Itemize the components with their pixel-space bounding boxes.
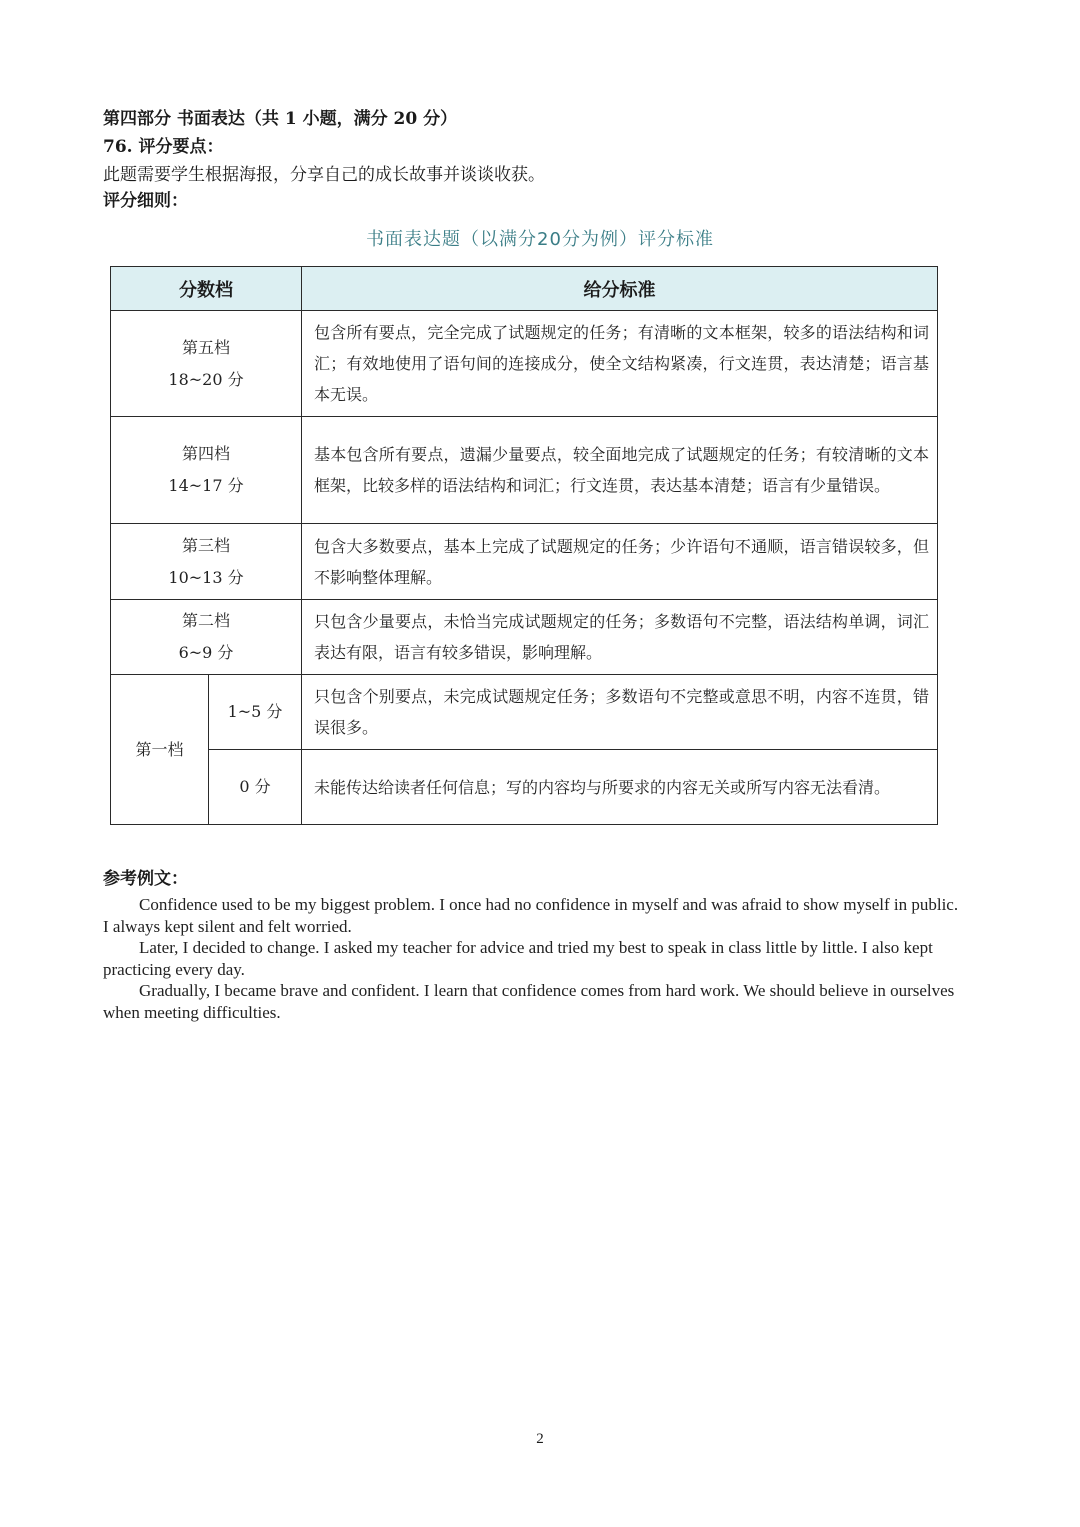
sample-essay-label: 参考例文： — [103, 869, 188, 889]
criteria-cell: 包含所有要点，完全完成了试题规定的任务；有清晰的文本框架，较多的语法结构和词汇；有效地使用了语句间的连接成分，使全文结构紧凑，行文连贯，表达清楚；语言基本无误。 — [302, 311, 938, 417]
criteria-cell: 未能传达给读者任何信息；写的内容均与所要求的内容无关或所写内容无法看清。 — [302, 750, 938, 825]
criteria-cell: 包含大多数要点，基本上完成了试题规定的任务；少许语句不通顺，语言错误较多，但不影响整体理解。 — [302, 524, 938, 600]
level-name: 第二档 — [181, 611, 230, 630]
level-range: 1~5 分 — [209, 675, 302, 750]
table-row — [111, 417, 938, 524]
table-row — [111, 600, 938, 675]
level-range: 10~13 分 — [168, 567, 244, 587]
question-label: 76. 评分要点： — [103, 137, 224, 157]
criteria-cell: 只包含个别要点，未完成试题规定任务；多数语句不完整或意思不明，内容不连贯，错误很多。 — [302, 675, 938, 750]
header-criteria: 给分标准 — [302, 267, 938, 311]
level-cell — [111, 311, 302, 417]
level-range: 14~17 分 — [168, 476, 244, 495]
sample-essay — [103, 894, 963, 1023]
essay-paragraph: Gradually, I became brave and confident. I learn that confidence comes from hard work. We should believe in ourselves when meeting difficulties. — [103, 981, 955, 1022]
table-row — [111, 524, 938, 600]
level-cell — [111, 417, 302, 524]
table-caption: 书面表达题（以满分20分为例）评分标准 — [366, 229, 714, 250]
essay-paragraph: Later, I decided to change. I asked my teacher for advice and tried my best to speak in class little by little. I also kept practicing every day. — [103, 938, 933, 979]
level-range: 0 分 — [209, 750, 302, 825]
level-cell: 第一档 — [111, 675, 209, 825]
table-row — [111, 311, 938, 417]
table-header-row — [111, 267, 938, 311]
table-row — [111, 750, 938, 825]
level-range: 6~9 分 — [178, 643, 234, 662]
essay-paragraph: Confidence used to be my biggest problem. I once had no confidence in myself and was afraid to show myself in public. I always kept silent and felt worried. — [103, 895, 959, 936]
level-cell — [111, 600, 302, 675]
page-number: 2 — [536, 1431, 544, 1447]
level-name: 第四档 — [181, 444, 230, 463]
level-name: 第五档 — [181, 337, 230, 357]
criteria-cell: 只包含少量要点，未恰当完成试题规定的任务；多数语句不完整，语法结构单调，词汇表达有限，语言有较多错误，影响理解。 — [302, 600, 938, 675]
table-row — [111, 675, 938, 750]
level-name: 第三档 — [181, 535, 230, 555]
scoring-details-label: 评分细则： — [103, 191, 188, 211]
level-range: 18~20 分 — [168, 369, 244, 389]
task-description: 此题需要学生根据海报，分享自己的成长故事并谈谈收获。 — [103, 165, 545, 185]
section-heading: 第四部分 书面表达（共 1 小题，满分 20 分） — [103, 109, 458, 129]
rubric-table — [110, 266, 938, 825]
level-cell — [111, 524, 302, 600]
criteria-cell: 基本包含所有要点，遗漏少量要点，较全面地完成了试题规定的任务；有较清晰的文本框架，比较多样的语法结构和词汇；行文连贯，表达基本清楚；语言有少量错误。 — [302, 417, 938, 524]
header-score-band: 分数档 — [111, 267, 302, 311]
